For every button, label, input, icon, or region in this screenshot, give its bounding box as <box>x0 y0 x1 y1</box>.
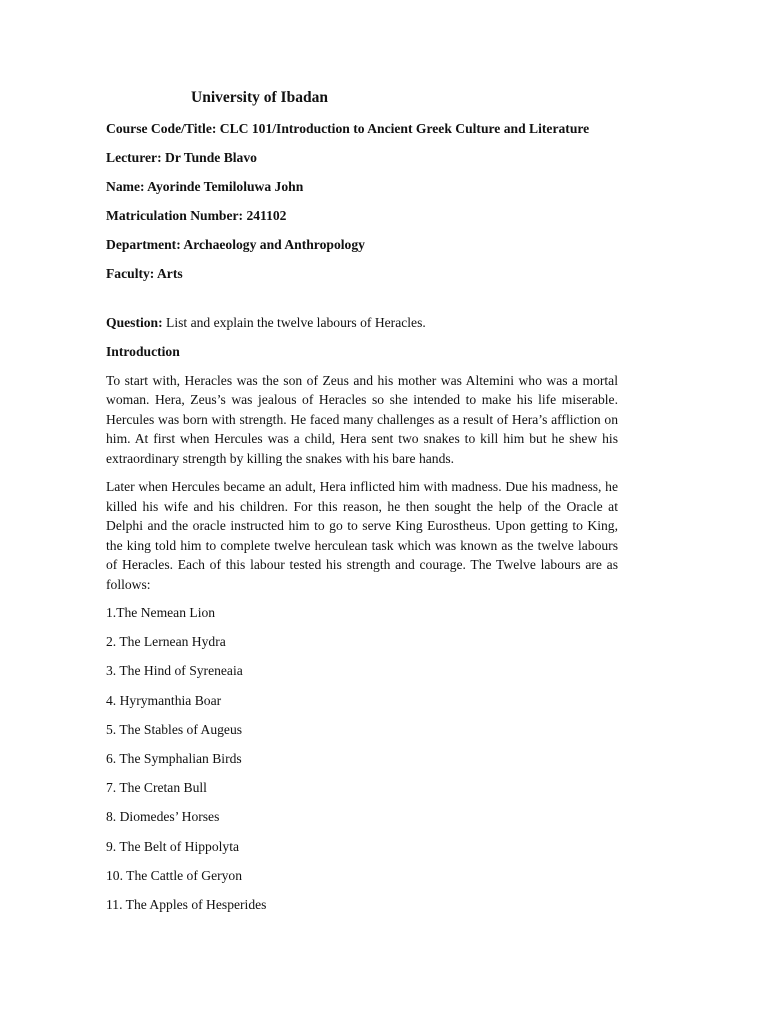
introduction-heading: Introduction <box>106 343 180 359</box>
student-name-line: Name: Ayorinde Temiloluwa John <box>106 179 304 194</box>
list-item: 1.The Nemean Lion <box>106 605 216 620</box>
labours-list <box>106 603 618 914</box>
question-text: List and explain the twelve labours of Heracles. <box>162 314 426 330</box>
list-item: 2. The Lernean Hydra <box>106 634 226 650</box>
list-item: 7. The Cretan Bull <box>106 780 207 796</box>
list-item: 4. Hyrymanthia Boar <box>106 692 222 708</box>
list-item: 5. The Stables of Augeus <box>106 721 243 737</box>
list-item: 10. The Cattle of Geryon <box>106 867 243 883</box>
document-body <box>106 119 618 924</box>
list-item: 11. The Apples of Hesperides <box>106 896 267 912</box>
course-title-line: Course Code/Title: CLC 101/Introduction to Ancient Greek Culture and Literature <box>106 121 590 136</box>
list-item: 3. The Hind of Syreneaia <box>106 663 243 679</box>
intro-paragraph-2: Later when Hercules became an adult, Hera inflicted him with madness. Due his madness, he killed his wife and his children. For this reason, he then sought the help of the Oracle at Delphi and the oracle instructed him to go to serve King Eurostheus. Upon getting to King, the king told him to complete twelve herculean task which was known as the twelve labours of Heracles. Each of this labour tested his strength and courage. The Twelve labours are as follows: <box>106 479 618 592</box>
faculty-line: Faculty: Arts <box>106 266 183 281</box>
list-item: 6. The Symphalian Birds <box>106 750 242 766</box>
intro-paragraph-1: To start with, Heracles was the son of Zeus and his mother was Altemini who was a mortal woman. Hera, Zeus’s was jealous of Heracles so she intended to make his life miserable. Hercules was born with strength. He faced many challenges as a result of Hera’s affliction on him. At first when Hercules was a child, Hera sent two snakes to kill him but he shew his extraordinary strength by killing the snakes with his bare hands. <box>106 372 618 466</box>
question-line <box>106 313 618 333</box>
list-item: 8. Diomedes’ Horses <box>106 809 220 825</box>
department-line: Department: Archaeology and Anthropology <box>106 237 365 252</box>
student-details <box>106 119 618 284</box>
matric-number-line: Matriculation Number: 241102 <box>106 208 287 223</box>
list-item: 9. The Belt of Hippolyta <box>106 838 240 854</box>
question-label: Question: <box>106 314 163 330</box>
lecturer-line: Lecturer: Dr Tunde Blavo <box>106 150 257 165</box>
document-title: University of Ibadan <box>191 89 328 106</box>
